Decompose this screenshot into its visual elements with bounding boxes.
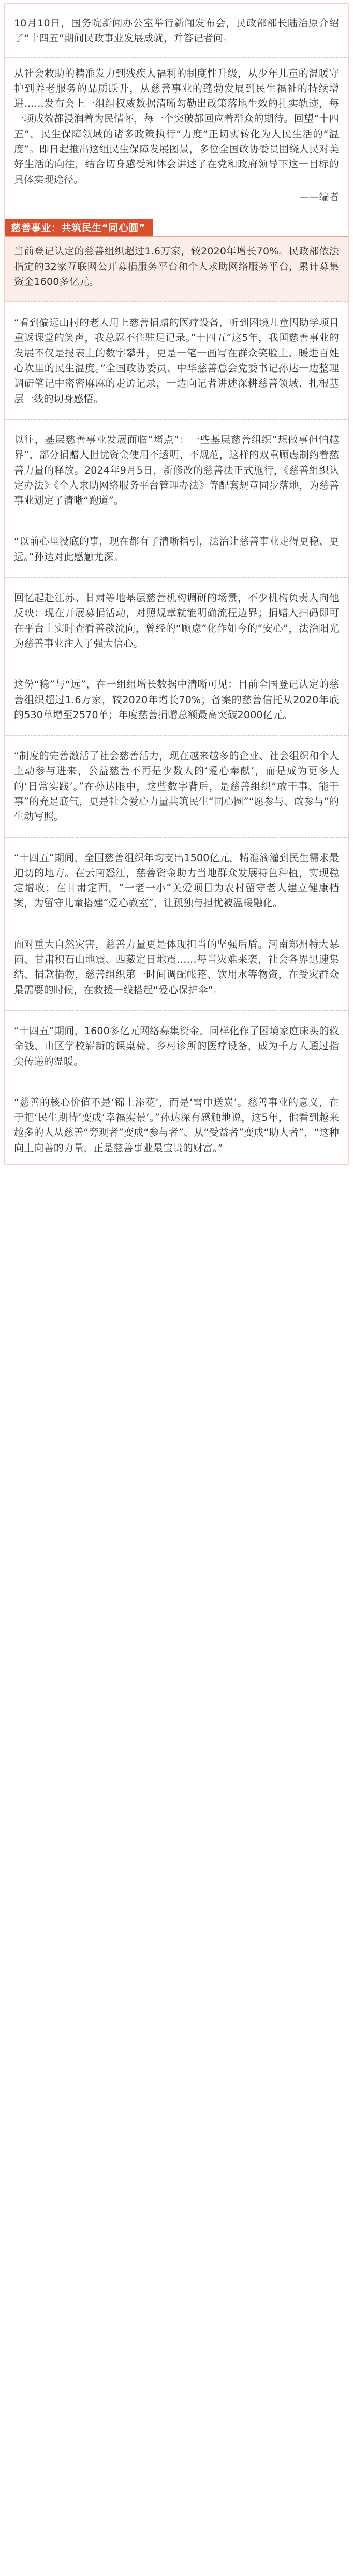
body-paragraph: “以前心里没底的事，现在都有了清晰指引，法治让慈善事业走得更稳、更远。”孙达对此感触尤深。 <box>14 536 339 563</box>
body-paragraph: 以往，基层慈善事业发展面临“堵点”：一些基层慈善组织“想做事但怕越界”，部分捐赠人担忧资金使用不透明、不规范，这样的双重顾虑制约着慈善力量的释放。2024年9月5日，新修改的慈善法正式施行，《慈善组织认定办法》《个人求助网络服务平台管理办法》等配套规章同步落地，为慈善事业划定了清晰“跑道”。 <box>14 434 339 507</box>
preface-paragraph: 从社会救助的精准发力到残疾人福利的制度性升级，从少年儿童的温暖守护到养老服务的品质跃升，从慈善事业的蓬勃发展到民生福祉的持续增进……发布会上一组组权威数据清晰勾勒出政策落地生效的扎实轨迹，每一项成效都浸润着为民情怀，每一个突破都回应着群众的期待。回望“十四五”，民生保障领域的诸多政策执行“力度”正切实转化为人民生活的“温度”。即日起推出这组民生保障发展图景，多位全国政协委员围绕人民对美好生活的向往，结合切身感受和体会讲述了在党和政府领导下这一目标的具体实现途径。 <box>14 67 339 185</box>
body-paragraph: 这份“稳”与“远”，在一组组增长数据中清晰可见：目前全国登记认定的慈善组织超过1.6万家，较2020年增长70%；备案的慈善信托从2020年底的530单增至2570单；年度慈善捐赠总额最高突破2000亿元。 <box>14 679 339 721</box>
body-paragraph: “看到偏远山村的老人用上慈善捐赠的医疗设备，听到困境儿童因助学项目重返课堂的笑声，我总忍不住驻足记录。”十四五”这5年，我国慈善事业的发展不仅是报表上的数字攀升，更是一笔一画写在群众笑脸上、暖进百姓心坎里的民生温度。”全国政协委员、中华慈善总会党委书记孙达一边整理调研笔记中密密麻麻的走访记录，一边向记者讲述深耕慈善领域、扎根基层一线的切身感悟。 <box>14 317 339 405</box>
body-paragraph: “十四五”期间，全国慈善组织年均支出1500亿元，精准滴灌到民生需求最迫切的地方。在云南怒江，慈善资金助力当地群众发展特色种植，实现稳定增收；在甘肃定西，“一老一小”关爱项目为农村留守老人建立健康档案，为留守儿童搭建“爱心教室”，让孤独与担忧被温暖融化。 <box>14 852 339 909</box>
body-paragraph: 面对重大自然灾害，慈善力量更是体现担当的坚强后盾。河南郑州特大暴雨、甘肃积石山地震、西藏定日地震……每当灾难来袭，社会各界迅速集结、捐款捐物，慈善组织第一时间调配帐篷、饮用水等物资，在受灾群众最需要的时候，在救援一线搭起“爱心保护伞”。 <box>14 938 339 996</box>
summary-paragraph: 当前登记认定的慈善组织超过1.6万家，较2020年增长70%。民政部依法指定的32家互联网公开募捐服务平台和个人求助网络服务平台，累计募集资金1600多亿元。 <box>14 246 339 288</box>
preface-sign: ——编者 <box>299 191 339 203</box>
body-paragraph: 回忆起赴江苏、甘肃等地基层慈善机构调研的场景，不少机构负责人向他反映：现在开展募捐活动，对照规章就能明确流程边界；捐赠人扫码即可在平台上实时查看善款流向，曾经的“顾虑”化作如今的“安心”，法治阳光为慈善事业注入了强大信心。 <box>14 592 339 649</box>
body-paragraph: “慈善的核心价值不是‘锦上添花’，而是‘雪中送炭’。慈善事业的意义，在于把‘民生期待’变成‘幸福实景’。”孙达深有感触地说，这5年，他看到越来越多的人从慈善“旁观者”变成“参与者”、从“受益者”变成“助人者”，“这种向上向善的力量，正是慈善事业最宝贵的财富。” <box>14 1096 339 1154</box>
section-title: 慈善事业：共筑民生“同心圆” <box>5 219 153 237</box>
body-paragraph: “制度的完善激活了社会慈善活力，现在越来越多的企业、社会组织和个人主动参与进来，公益慈善不再是少数人的‘爱心奉献’，而是成为更多人的‘日常实践’。”在孙达眼中，这些数字背后，是慈善组织“敢干事、能干事”的充足底气，更是社会爱心力量共筑民生“同心圆”“愿参与、敢参与”的生动写照。 <box>14 750 339 823</box>
section-title-bar <box>11 219 339 237</box>
article-card <box>4 3 349 1165</box>
summary-box <box>5 237 348 301</box>
intro-paragraph: 10月10日，国务院新闻办公室举行新闻发布会，民政部部长陆治原介绍了“十四五”期间民政事业发展成就，并答记者问。 <box>14 18 339 45</box>
body-paragraph: “十四五”期间，1600多亿元网络募集资金，同样化作了困境家庭床头的救命钱、山区学校崭新的课桌椅、乡村诊所的医疗设备，成为千万人通过指尖传递的温暖。 <box>14 1025 339 1067</box>
